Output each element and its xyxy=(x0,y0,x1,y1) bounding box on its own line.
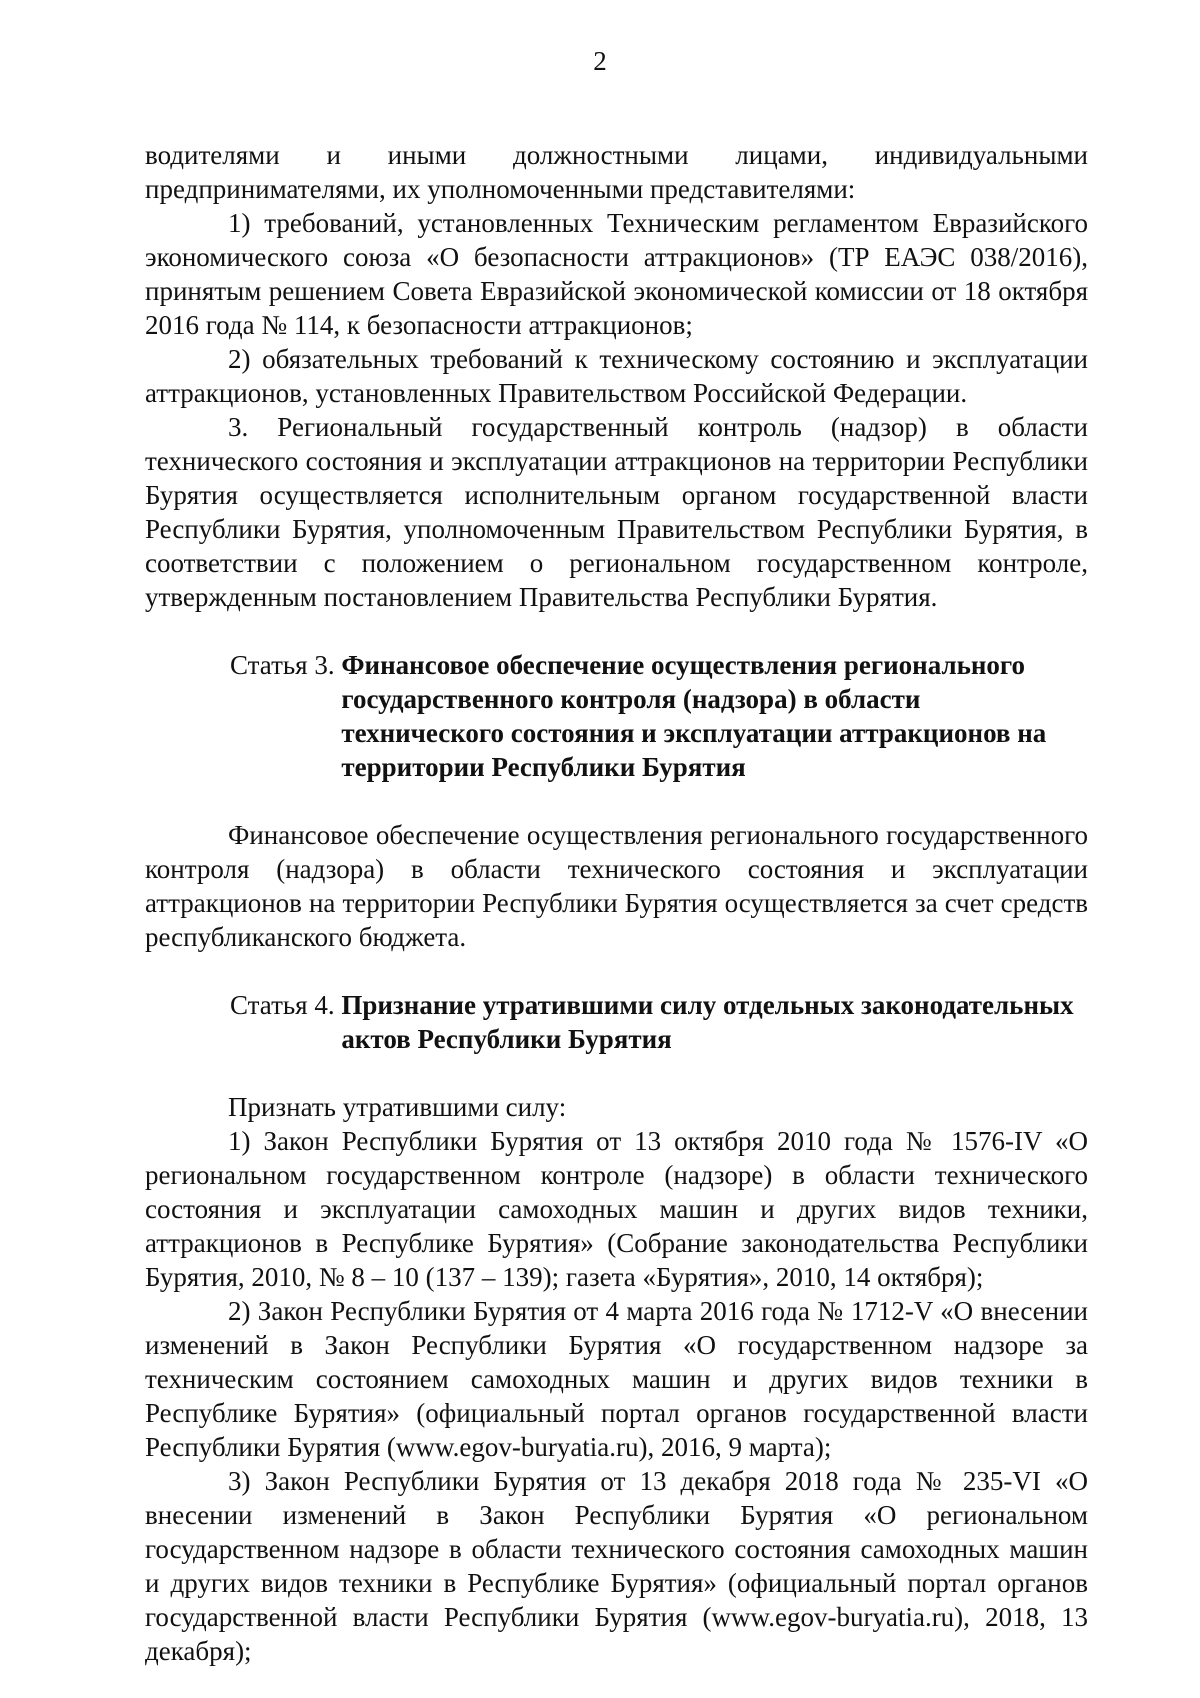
article-4-label: Статья 4. xyxy=(230,990,342,1020)
article-3-title: Финансовое обеспечение осуществления регионального государственного контроля (надзора) в области технического состояния и эксплуатации аттракционов на территории Республики Бурятия xyxy=(341,650,1047,782)
article-3-heading xyxy=(145,648,1088,784)
article-3-label: Статья 3. xyxy=(230,650,342,680)
intro-paragraph: водителями и иными должностными лицами, индивидуальными предпринимателями, их уполномоченными представителями: xyxy=(145,140,1088,204)
article-4-heading xyxy=(145,988,1088,1056)
repealed-law-item-1: 1) Закон Республики Бурятия от 13 октября 2010 года № 1576-IV «О региональном государственном контроле (надзоре) в области технического состояния и эксплуатации самоходных машин и других видов техники, аттракционов в Республике Бурятия» (Собрание законодательства Республики Бурятия, 2010, № 8 – 10 (137 – 139); газета «Бурятия», 2010, 14 октября); xyxy=(145,1126,1088,1292)
clause-3-paragraph: 3. Региональный государственный контроль (надзор) в области технического состояния и эксплуатации аттракционов на территории Республики Бурятия осуществляется исполнительным органом государственной власти Республики Бурятия, уполномоченным Правительством Республики Бурятия, в соответствии с положением о региональном государственном контроле, утвержденным постановлением Правительства Республики Бурятия. xyxy=(145,412,1088,612)
spacer xyxy=(145,614,1088,648)
article-4-title: Признание утратившими силу отдельных законодательных актов Республики Бурятия xyxy=(341,990,1074,1054)
spacer xyxy=(145,1056,1088,1090)
requirement-item-1: 1) требований, установленных Техническим регламентом Евразийского экономического союза «О безопасности аттракционов» (ТР ЕАЭС 038/2016), принятым решением Совета Евразийской экономической комиссии от 18 октября 2016 года № 114, к безопасности аттракционов; xyxy=(145,208,1088,340)
article-4-lead: Признать утратившими силу: xyxy=(228,1092,567,1122)
requirement-item-2: 2) обязательных требований к техническому состоянию и эксплуатации аттракционов, установленных Правительством Российской Федерации. xyxy=(145,344,1088,408)
spacer xyxy=(145,954,1088,988)
spacer xyxy=(145,784,1088,818)
repealed-law-item-3: 3) Закон Республики Бурятия от 13 декабря 2018 года № 235-VI «О внесении изменений в Закон Республики Бурятия «О региональном государственном надзоре в области технического состояния самоходных машин и других видов техники в Республике Бурятия» (официальный портал органов государственной власти Республики Бурятия (www.egov-buryatia.ru), 2018, 13 декабря); xyxy=(145,1466,1088,1666)
document-body xyxy=(145,138,1088,1668)
page-number: 2 xyxy=(593,46,607,76)
repealed-law-item-2: 2) Закон Республики Бурятия от 4 марта 2016 года № 1712-V «О внесении изменений в Закон Республики Бурятия «О государственном надзоре за техническим состоянием самоходных машин и других видов техники в Республике Бурятия» (официальный портал органов государственной власти Республики Бурятия (www.egov-buryatia.ru), 2016, 9 марта); xyxy=(145,1296,1088,1462)
article-3-text: Финансовое обеспечение осуществления регионального государственного контроля (надзора) в области технического состояния и эксплуатации аттракционов на территории Республики Бурятия осуществляется за счет средств республиканского бюджета. xyxy=(145,820,1088,952)
